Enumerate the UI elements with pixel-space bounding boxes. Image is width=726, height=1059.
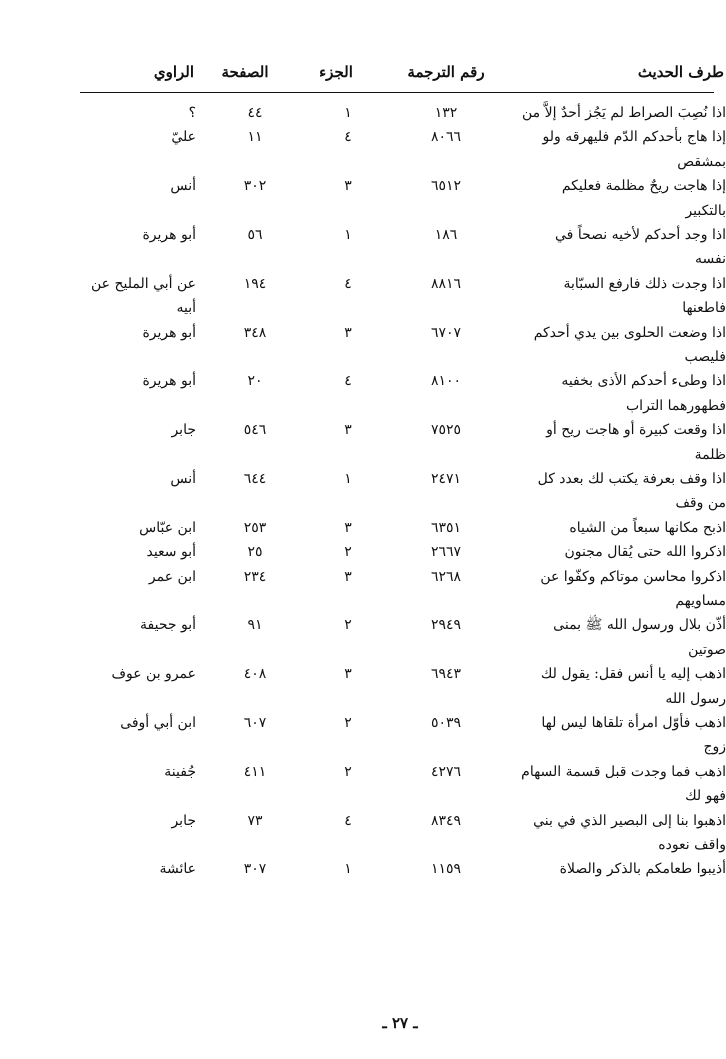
- page-ref: ٤٤: [247, 105, 263, 121]
- hadith-text: اذا وجد أحدكم لأخيه نصحاً في: [555, 227, 726, 243]
- page-ref: ٦٠٧: [243, 715, 267, 731]
- translation-number: ٦٢٦٨: [430, 568, 462, 585]
- page-ref: ٣٠٢: [243, 178, 267, 195]
- part-number: ٢: [344, 715, 352, 731]
- header-page: الصفحة: [221, 63, 269, 81]
- page-ref: ٩١: [247, 617, 263, 634]
- header-translation: رقم الترجمة: [407, 63, 485, 81]
- hadith-text: اذا وضعت الحلوى بين يدي أحدكم: [533, 324, 726, 341]
- hadith-text: فهو لك: [685, 788, 726, 805]
- hadith-text: زوج: [703, 739, 726, 756]
- hadith-text: إذا هاجت ريحٌ مظلمة فعليكم: [561, 178, 726, 195]
- page-ref: ٤١١: [243, 763, 267, 780]
- narrator-name: جُفينة: [164, 763, 196, 780]
- narrator-name: أبيه: [176, 300, 196, 317]
- page-ref: ٢٥: [247, 544, 263, 561]
- part-number: ٣: [344, 324, 352, 341]
- header-hadith: طرف الحديث: [637, 63, 724, 81]
- translation-number: ٨٠٦٦: [430, 129, 462, 146]
- hadith-text: صوتين: [688, 641, 726, 658]
- hadith-text: فطهورهما التراب: [626, 397, 726, 414]
- translation-number: ٨٣٤٩: [430, 812, 462, 829]
- part-number: ٣: [344, 422, 352, 439]
- narrator-name: جابر: [171, 422, 196, 439]
- page-ref: ٥٤٦: [243, 422, 267, 439]
- translation-number: ٦٥١٢: [430, 178, 462, 195]
- page-ref: ٤٠٨: [243, 666, 267, 683]
- narrator-name: ابن عمر: [148, 568, 196, 585]
- hadith-text: اذهبوا بنا إلى البصير الذي في بني: [533, 812, 726, 829]
- hadith-text: اذا وقعت كبيرة أو هاجت ريح أو: [546, 422, 726, 439]
- hadith-text: اذا نُصِبَ الصراط لم يَجُز أحدٌ إلاَّ من: [522, 105, 726, 121]
- hadith-text: اذكروا الله حتى يُقال مجنون: [564, 544, 726, 561]
- narrator-name: عمرو بن عوف: [111, 666, 196, 683]
- translation-number: ١٨٦: [434, 227, 458, 243]
- part-number: ٤: [344, 373, 352, 390]
- part-number: ٤: [344, 275, 352, 292]
- hadith-text: اذكروا محاسن موتاكم وكفّوا عن: [540, 568, 726, 585]
- translation-number: ٦٧٠٧: [430, 324, 462, 341]
- part-number: ١: [344, 471, 352, 487]
- translation-number: ٤٢٧٦: [430, 763, 462, 780]
- narrator-name: ؟: [188, 105, 196, 121]
- page-number: ـ ٢٧ ـ: [382, 1014, 418, 1032]
- translation-number: ٦٩٤٣: [430, 666, 462, 683]
- narrator-name: أبو هريرة: [142, 227, 196, 243]
- header-narrator: الراوي: [153, 63, 194, 81]
- part-number: ٢: [344, 544, 352, 561]
- part-number: ٤: [344, 129, 352, 146]
- part-number: ١: [344, 105, 352, 121]
- narrator-name: أبو جحيفة: [140, 617, 196, 634]
- hadith-text: بالتكبير: [685, 202, 726, 219]
- translation-number: ١١٥٩: [430, 861, 462, 878]
- part-number: ١: [344, 227, 352, 243]
- hadith-text: اذهب إليه يا أنس فقل: يقول لك: [540, 666, 726, 683]
- narrator-name: عائشة: [159, 861, 196, 878]
- part-number: ١: [344, 861, 352, 878]
- hadith-text: واقف نعوده: [658, 837, 726, 853]
- page-ref: ١٩٤: [243, 275, 267, 292]
- translation-number: ٨١٠٠: [430, 373, 462, 390]
- narrator-name: أبو هريرة: [142, 373, 196, 390]
- part-number: ٢: [344, 617, 352, 634]
- page-ref: ٣٤٨: [243, 324, 267, 341]
- page-ref: ٦٤٤: [243, 471, 267, 487]
- narrator-name: أبو هريرة: [142, 324, 196, 341]
- hadith-text: ظلمة: [694, 446, 726, 463]
- part-number: ٤: [344, 812, 352, 829]
- part-number: ٢: [344, 763, 352, 780]
- part-number: ٣: [344, 519, 352, 536]
- hadith-text: أذّن بلال ورسول الله ﷺ بمنى: [553, 617, 726, 634]
- translation-number: ٨٨١٦: [430, 275, 462, 292]
- translation-number: ٧٥٢٥: [430, 422, 462, 439]
- narrator-name: أنس: [170, 178, 196, 195]
- translation-number: ٦٣٥١: [430, 519, 462, 536]
- hadith-text: أذيبوا طعامكم بالذكر والصلاة: [559, 861, 726, 878]
- hadith-text: اذهب فما وجدت قبل قسمة السهام: [521, 763, 726, 780]
- hadith-text: فليصب: [684, 349, 726, 365]
- hadith-text: اذا وطىء أحدكم الأذى بخفيه: [561, 373, 726, 390]
- narrator-name: ابن أبي أوفى: [120, 715, 196, 731]
- page-ref: ٢٥٣: [243, 519, 267, 536]
- part-number: ٣: [344, 568, 352, 585]
- translation-number: ٢٩٤٩: [430, 617, 462, 634]
- hadith-text: من وقف: [675, 495, 726, 512]
- hadith-text: اذا وقف بعرفة يكتب لك بعدد كل: [537, 471, 726, 487]
- page-ref: ٧٣: [247, 812, 263, 829]
- translation-number: ٥٠٣٩: [430, 715, 462, 731]
- page-ref: ٢٠: [247, 373, 263, 390]
- header-part: الجزء: [319, 63, 353, 81]
- hadith-text: نفسه: [695, 251, 726, 268]
- narrator-name: عن أبي المليح عن: [91, 275, 196, 292]
- hadith-text: فاطعنها: [682, 300, 726, 317]
- hadith-text: مساويهم: [675, 593, 726, 609]
- page-ref: ٢٣٤: [243, 568, 267, 585]
- header-rule: [80, 92, 714, 93]
- page-ref: ٥٦: [247, 227, 263, 243]
- translation-number: ١٣٢: [434, 105, 458, 121]
- hadith-text: إذا هاج بأحدكم الدّم فليهرقه ولو: [542, 129, 726, 146]
- narrator-name: عليّ: [171, 129, 196, 146]
- part-number: ٣: [344, 178, 352, 195]
- hadith-text: بمشقص: [677, 153, 726, 170]
- narrator-name: ابن عبّاس: [139, 519, 196, 536]
- translation-number: ٢٦٦٧: [430, 544, 462, 561]
- page-ref: ١١: [247, 129, 263, 146]
- translation-number: ٢٤٧١: [430, 471, 462, 487]
- narrator-name: أبو سعيد: [146, 544, 196, 561]
- hadith-text: اذبح مكانها سبعاً من الشياه: [569, 519, 726, 536]
- hadith-text: اذا وجدت ذلك فارفع السبّابة: [563, 275, 726, 292]
- narrator-name: أنس: [170, 471, 196, 487]
- hadith-text: اذهب فأوّل امرأة تلقاها ليس لها: [541, 715, 726, 731]
- narrator-name: جابر: [171, 812, 196, 829]
- part-number: ٣: [344, 666, 352, 683]
- hadith-text: رسول الله: [665, 690, 726, 707]
- page-ref: ٣٠٧: [243, 861, 267, 878]
